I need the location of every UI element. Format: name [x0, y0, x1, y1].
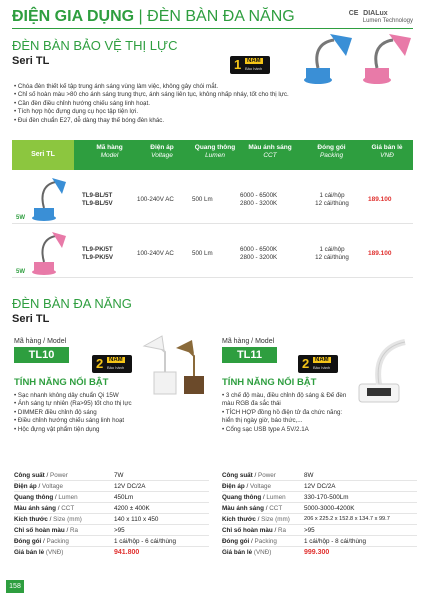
spec-row: Chỉ số hoàn màu / Ra >95 — [14, 525, 209, 536]
model-code: TL11 — [222, 347, 277, 363]
header-divider — [12, 28, 413, 29]
ce-mark: CE — [348, 10, 359, 17]
spec-row: Quang thông / Lumen 450Lm — [14, 492, 209, 503]
section2-title: ĐÈN BÀN ĐA NĂNG — [12, 296, 132, 311]
table-header — [12, 140, 413, 170]
row-model: TL9-BL/5T TL9-BL/5V — [82, 192, 113, 207]
brand-tagline: Lumen Technology — [362, 18, 413, 24]
spec-row: Đóng gói / Packing 1 cái/hộp - 6 cái/thùng — [14, 536, 209, 547]
warranty-badge — [92, 355, 132, 373]
warranty-unit: NĂM — [315, 357, 329, 363]
tl11-feature-list — [222, 392, 347, 434]
spec-row: Quang thông / Lumen 330-170-500Lm — [222, 492, 417, 503]
model-code: TL10 — [14, 347, 69, 363]
col-price: Giá bán lẻ VNĐ — [371, 144, 403, 159]
feature-item: • TÍCH HỢP đồng hồ điện tử đa chức năng: hiển thị ngày giờ, báo thức,... — [222, 409, 347, 426]
row-watt: 5W — [16, 269, 25, 275]
table-series-cell: Seri TL — [12, 140, 74, 170]
pink-lamp-hero-image — [355, 30, 415, 85]
spec-row: Điện áp / Voltage 12V DC/2A — [222, 481, 417, 492]
row-packing: 1 cái/hộp 12 cái/thùng — [315, 192, 349, 207]
feature-list — [14, 83, 314, 125]
spec-row: Giá bán lẻ (VNĐ) 941.800 — [14, 549, 140, 556]
page-header — [0, 6, 425, 28]
warranty-unit: NĂM — [247, 58, 261, 64]
blue-lamp-hero-image — [300, 30, 360, 85]
feature-item: • Chỉ số hoàn màu >80 cho ánh sáng trung thực, ánh sáng liên tục, không nhấp nháy, tốt cho thị lực. — [14, 91, 314, 99]
warranty-unit: NĂM — [109, 357, 123, 363]
row-cct: 6000 - 6500K 2800 - 3200K — [240, 246, 278, 261]
spec-row: Kích thước / Size (mm) 206 x 225.2 x 152.8 x 134.7 x 99.7 — [222, 514, 417, 525]
warranty-years: 2 — [96, 356, 104, 371]
brand-logo — [349, 10, 413, 25]
warranty-badge — [298, 355, 338, 373]
col-voltage: Điện áp Voltage — [150, 144, 174, 159]
tl10-spec-table — [14, 470, 209, 558]
warranty-years: 1 — [234, 57, 242, 72]
spec-row: Đóng gói / Packing 1 cái/hộp - 8 cái/thùng — [222, 536, 417, 547]
feature-item: • DIMMER điều chỉnh độ sáng — [14, 409, 209, 417]
warranty-years: 2 — [302, 356, 310, 371]
warranty-note: Bảo hành — [107, 365, 125, 370]
row-voltage: 100-240V AC — [137, 250, 174, 257]
features-title: TÍNH NĂNG NỔI BẬT — [14, 377, 109, 388]
product-table — [12, 140, 413, 278]
title-separator: | — [138, 8, 143, 25]
feature-item: • Ánh sáng tự nhiên (Ra>95) tốt cho thị lực — [14, 400, 209, 408]
section1-title: ĐÈN BÀN BẢO VỆ THỊ LỰC — [12, 38, 178, 53]
spec-row: Công suất / Power 8W — [222, 470, 417, 481]
category-subtitle: ĐÈN BÀN ĐA NĂNG — [147, 8, 295, 25]
category-title: ĐIỆN GIA DỤNG — [12, 8, 135, 25]
col-model: Mã hàng Model — [96, 144, 123, 159]
spec-row: Điện áp / Voltage 12V DC/2A — [14, 481, 209, 492]
warranty-note: Bảo hành — [245, 66, 263, 71]
blue-desk-lamp-image — [30, 174, 70, 222]
feature-item: • 3 chế độ màu, điều chỉnh độ sáng & Đế đèn màu RGB đa sắc thái — [222, 392, 347, 409]
brand-name: DIALux — [363, 10, 388, 17]
row-lumen: 500 Lm — [192, 250, 213, 257]
table-row — [12, 224, 413, 278]
feature-item: • Sạc nhanh không dây chuẩn Qi 15W — [14, 392, 209, 400]
row-model: TL9-PK/5T TL9-PK/5V — [82, 246, 113, 261]
spec-row: Kích thước / Size (mm) 140 x 110 x 450 — [14, 514, 209, 525]
table-row — [12, 170, 413, 224]
feature-item: • Hộc đựng vật phẩm tiện dụng — [14, 426, 209, 434]
feature-item: • Chóa đèn thiết kế tập trung ánh sáng vùng làm việc, không gây chói mắt. — [14, 83, 314, 91]
row-voltage: 100-240V AC — [137, 196, 174, 203]
warranty-note: Bảo hành — [313, 365, 331, 370]
features-title: TÍNH NĂNG NỔI BẬT — [222, 377, 317, 388]
row-packing: 1 cái/hộp 12 cái/thùng — [315, 246, 349, 261]
spec-row: Giá bán lẻ (VNĐ) 999.300 — [222, 549, 330, 556]
spec-row: Chỉ số hoàn màu / Ra >95 — [222, 525, 417, 536]
section2-series: Seri TL — [12, 313, 50, 325]
tl10-feature-list — [14, 392, 209, 434]
row-watt: 5W — [16, 215, 25, 221]
feature-item: • Cổng sạc USB type A 5V/2.1A — [222, 426, 347, 434]
page-title — [12, 8, 295, 26]
row-cct: 6000 - 6500K 2800 - 3200K — [240, 192, 278, 207]
section1-series: Seri TL — [12, 55, 50, 67]
warranty-badge — [230, 56, 270, 74]
spec-row: Công suất / Power 7W — [14, 470, 209, 481]
tl11-spec-table — [222, 470, 417, 558]
spec-row: Màu ánh sáng / CCT 5000-3000-4200K — [222, 503, 417, 514]
spec-row: Màu ánh sáng / CCT 4200 ± 400K — [14, 503, 209, 514]
col-cct: Màu ánh sáng CCT — [248, 144, 292, 159]
col-packing: Đóng gói Packing — [317, 144, 346, 159]
page-number: 158 — [6, 580, 24, 593]
row-price: 189.100 — [368, 196, 392, 203]
col-lumen: Quang thông Lumen — [194, 144, 236, 159]
feature-item: • Điều chỉnh hướng chiếu sáng linh hoạt — [14, 417, 209, 425]
model-label: Mã hàng / Model — [222, 338, 275, 345]
model-label: Mã hàng / Model — [14, 338, 67, 345]
pink-desk-lamp-image — [30, 228, 70, 276]
feature-item: • Cần đèn điều chỉnh hướng chiếu sáng linh hoạt. — [14, 100, 314, 108]
tl11-lamp-image — [345, 330, 415, 410]
feature-item: • Đui đèn chuẩn E27, dễ dàng thay thế bóng đèn khác. — [14, 117, 314, 125]
row-lumen: 500 Lm — [192, 196, 213, 203]
row-price: 189.100 — [368, 250, 392, 257]
feature-item: • Tích hợp hộc đựng dụng cụ học tập tiện lợi. — [14, 108, 314, 116]
